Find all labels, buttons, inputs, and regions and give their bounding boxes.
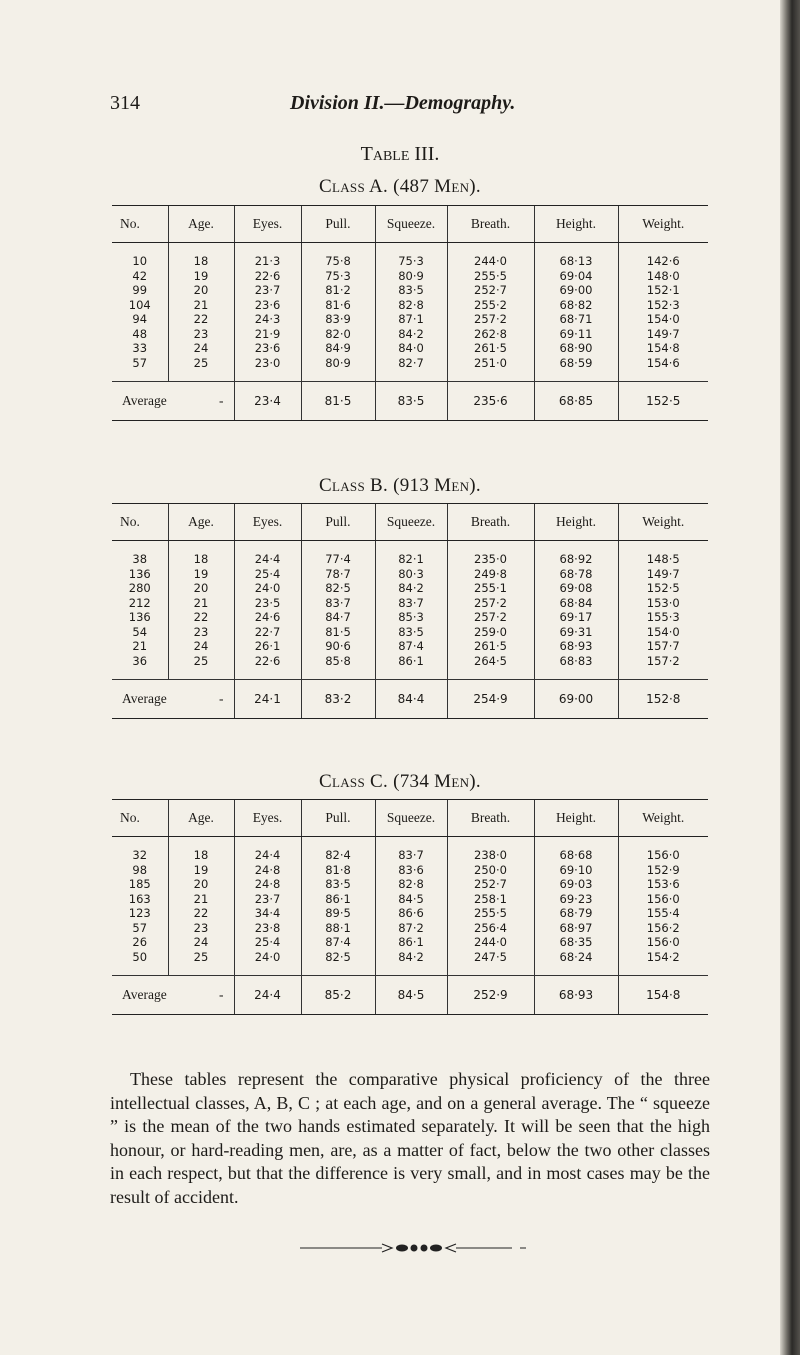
table-cell: 238·0 xyxy=(447,848,534,863)
column-header: Age. xyxy=(168,206,234,243)
average-cell: 84·4 xyxy=(375,680,447,719)
table-cell: 136 xyxy=(128,610,151,625)
table-cell: 22 xyxy=(168,906,234,921)
table-cell: 21·9 xyxy=(234,327,301,342)
table-row xyxy=(112,356,708,371)
table-cell: 83·9 xyxy=(301,312,375,327)
table-cell: 142·6 xyxy=(618,254,708,269)
table-cell: 85·8 xyxy=(301,654,375,669)
column-header: Pull. xyxy=(301,206,375,243)
table-row xyxy=(112,552,708,567)
table-cell: 82·8 xyxy=(375,298,447,313)
table-cell: 87·4 xyxy=(301,935,375,950)
column-header: Squeeze. xyxy=(375,800,447,837)
table-cell: 68·68 xyxy=(534,848,618,863)
table-cell: 68·71 xyxy=(534,312,618,327)
table-cell: 75·3 xyxy=(375,254,447,269)
table-cell: 21 xyxy=(168,892,234,907)
table-cell: 84·2 xyxy=(375,950,447,965)
table-cell: 26·1 xyxy=(234,639,301,654)
table-cell: 154·0 xyxy=(618,312,708,327)
table-cell: 75·3 xyxy=(301,269,375,284)
average-cell: 235·6 xyxy=(447,382,534,421)
column-header: Weight. xyxy=(618,206,708,243)
table-cell: 154·6 xyxy=(618,356,708,371)
average-label: Average xyxy=(122,393,167,408)
table-cell: 84·9 xyxy=(301,341,375,356)
table-cell: 22·6 xyxy=(234,269,301,284)
table-cell: 99 xyxy=(132,283,148,298)
table-cell: 257·2 xyxy=(447,610,534,625)
class-title: Class C. (734 Men). xyxy=(319,771,481,792)
table-cell: 251·0 xyxy=(447,356,534,371)
table-title: Table III. xyxy=(360,143,440,165)
table-cell: 69·03 xyxy=(534,877,618,892)
table-cell: 68·35 xyxy=(534,935,618,950)
table-cell: 155·3 xyxy=(618,610,708,625)
table-cell: 86·6 xyxy=(375,906,447,921)
column-header: No. xyxy=(112,206,168,243)
table-cell: 68·92 xyxy=(534,552,618,567)
table-cell: 33 xyxy=(132,341,148,356)
table-cell: 19 xyxy=(168,863,234,878)
table-cell: 23·5 xyxy=(234,596,301,611)
table-cell: 57 xyxy=(132,920,148,935)
table-cell: 80·3 xyxy=(375,567,447,582)
table-cell: 54 xyxy=(132,624,148,639)
table-cell: 32 xyxy=(132,848,148,863)
table-cell: 258·1 xyxy=(447,892,534,907)
table-cell: 83·7 xyxy=(375,596,447,611)
table-cell: 22 xyxy=(168,312,234,327)
table-cell: 157·2 xyxy=(618,654,708,669)
table-cell: 34·4 xyxy=(234,906,301,921)
column-header: Height. xyxy=(534,206,618,243)
table-cell: 136 xyxy=(128,566,151,581)
column-header: Squeeze. xyxy=(375,504,447,541)
table-cell: 80·9 xyxy=(301,356,375,371)
table-cell: 10 xyxy=(132,254,148,269)
table-cell: 20 xyxy=(168,283,234,298)
table-cell: 69·08 xyxy=(534,581,618,596)
table-row xyxy=(112,950,708,965)
table-cell: 83·7 xyxy=(301,596,375,611)
table-row xyxy=(112,625,708,640)
column-header: Pull. xyxy=(301,800,375,837)
table-cell: 152·5 xyxy=(618,581,708,596)
table-cell: 85·3 xyxy=(375,610,447,625)
average-cell: 24·1 xyxy=(234,680,301,719)
table-cell: 82·5 xyxy=(301,581,375,596)
table-cell: 86·1 xyxy=(375,935,447,950)
table-cell: 89·5 xyxy=(301,906,375,921)
table-cell: 250·0 xyxy=(447,863,534,878)
average-label: Average xyxy=(122,987,167,1002)
table-row xyxy=(112,863,708,878)
table-cell: 24·8 xyxy=(234,863,301,878)
page-number: 314 xyxy=(110,92,140,114)
table-cell: 235·0 xyxy=(447,552,534,567)
table-cell: 154·0 xyxy=(618,625,708,640)
class-table xyxy=(112,799,708,1015)
table-cell: 69·17 xyxy=(534,610,618,625)
table-cell: 185 xyxy=(128,877,151,892)
table-cell: 98 xyxy=(132,862,148,877)
column-header: Eyes. xyxy=(234,800,301,837)
column-header: Squeeze. xyxy=(375,206,447,243)
table-cell: 68·90 xyxy=(534,341,618,356)
table-cell: 88·1 xyxy=(301,921,375,936)
column-header: Breath. xyxy=(447,504,534,541)
table-row xyxy=(112,596,708,611)
average-cell: 24·4 xyxy=(234,976,301,1015)
column-header: Height. xyxy=(534,504,618,541)
table-cell: 157·7 xyxy=(618,639,708,654)
table-cell: 23·0 xyxy=(234,356,301,371)
table-cell: 68·84 xyxy=(534,596,618,611)
column-header: Height. xyxy=(534,800,618,837)
table-row xyxy=(112,581,708,596)
table-cell: 81·6 xyxy=(301,298,375,313)
table-cell: 57 xyxy=(132,355,148,370)
table-cell: 154·2 xyxy=(618,950,708,965)
table-cell: 261·5 xyxy=(447,341,534,356)
average-cell: 154·8 xyxy=(618,976,708,1015)
table-cell: 22·6 xyxy=(234,654,301,669)
table-cell: 23 xyxy=(168,327,234,342)
average-row xyxy=(112,976,708,1015)
table-cell: 83·7 xyxy=(375,848,447,863)
table-cell: 255·1 xyxy=(447,581,534,596)
table-cell: 82·7 xyxy=(375,356,447,371)
table-cell: 20 xyxy=(168,581,234,596)
table-cell: 152·3 xyxy=(618,298,708,313)
table-cell: 24·0 xyxy=(234,950,301,965)
table-cell: 82·4 xyxy=(301,848,375,863)
page-edge-shadow xyxy=(780,0,800,1355)
column-header: Age. xyxy=(168,504,234,541)
table-cell: 24·3 xyxy=(234,312,301,327)
table-row xyxy=(112,639,708,654)
column-header: No. xyxy=(112,800,168,837)
table-cell: 82·5 xyxy=(301,950,375,965)
table-cell: 24·0 xyxy=(234,581,301,596)
table-cell: 69·23 xyxy=(534,892,618,907)
table-row xyxy=(112,610,708,625)
table-cell: 82·8 xyxy=(375,877,447,892)
table-row xyxy=(112,298,708,313)
table-cell: 244·0 xyxy=(447,254,534,269)
printers-ornament-icon xyxy=(300,1240,540,1256)
table-cell: 25·4 xyxy=(234,935,301,950)
table-cell: 18 xyxy=(168,552,234,567)
column-header: No. xyxy=(112,504,168,541)
class-title: Class A. (487 Men). xyxy=(319,176,481,197)
table-cell: 153·6 xyxy=(618,877,708,892)
table-cell: 87·4 xyxy=(375,639,447,654)
table-cell: 148·0 xyxy=(618,269,708,284)
table-cell: 83·6 xyxy=(375,863,447,878)
table-cell: 262·8 xyxy=(447,327,534,342)
table-cell: 212 xyxy=(128,595,151,610)
average-cell: 152·8 xyxy=(618,680,708,719)
table-cell: 84·2 xyxy=(375,581,447,596)
average-cell: 252·9 xyxy=(447,976,534,1015)
table-cell: 69·11 xyxy=(534,327,618,342)
table-cell: 84·5 xyxy=(375,892,447,907)
table-cell: 84·2 xyxy=(375,327,447,342)
average-cell: 85·2 xyxy=(301,976,375,1015)
table-row xyxy=(112,654,708,669)
header-row xyxy=(112,206,708,243)
table-cell: 68·97 xyxy=(534,921,618,936)
table-cell: 19 xyxy=(168,567,234,582)
table-cell: 23·6 xyxy=(234,341,301,356)
table-cell: 152·9 xyxy=(618,863,708,878)
table-cell: 24·4 xyxy=(234,848,301,863)
table-cell: 81·8 xyxy=(301,863,375,878)
table-cell: 81·2 xyxy=(301,283,375,298)
body-paragraph: These tables represent the comparative physical proficiency of the three intellectual classes, A, B, C ; at each age, and on a general average. The “ squeeze ” is the mean of the two hands estimated separately. It will be seen that the high honour, or hard-reading men, are, as a matter of fact, below the two other classes in each respect, but that the difference is very small, and in most cases may be the result of accident. xyxy=(110,1069,710,1207)
table-cell: 75·8 xyxy=(301,254,375,269)
table-cell: 21·3 xyxy=(234,254,301,269)
average-cell: 23·4 xyxy=(234,382,301,421)
table-cell: 257·2 xyxy=(447,312,534,327)
table-row xyxy=(112,312,708,327)
table-cell: 83·5 xyxy=(301,877,375,892)
table-cell: 23·8 xyxy=(234,921,301,936)
table-cell: 18 xyxy=(168,254,234,269)
average-cell: 152·5 xyxy=(618,382,708,421)
table-cell: 149·7 xyxy=(618,327,708,342)
table-cell: 26 xyxy=(132,935,148,950)
table-cell: 81·5 xyxy=(301,625,375,640)
table-cell: 23 xyxy=(168,921,234,936)
table-cell: 68·93 xyxy=(534,639,618,654)
table-row xyxy=(112,921,708,936)
table-cell: 68·82 xyxy=(534,298,618,313)
table-cell: 24·8 xyxy=(234,877,301,892)
table-cell: 19 xyxy=(168,269,234,284)
average-cell: 84·5 xyxy=(375,976,447,1015)
average-cell: 68·93 xyxy=(534,976,618,1015)
table-cell: 153·0 xyxy=(618,596,708,611)
table-cell: 23·6 xyxy=(234,298,301,313)
table-cell: 163 xyxy=(128,891,151,906)
table-cell: 261·5 xyxy=(447,639,534,654)
table-row xyxy=(112,269,708,284)
table-cell: 69·00 xyxy=(534,283,618,298)
table-cell: 23·7 xyxy=(234,283,301,298)
column-header: Breath. xyxy=(447,206,534,243)
table-cell: 78·7 xyxy=(301,567,375,582)
table-cell: 24 xyxy=(168,935,234,950)
table-cell: 252·7 xyxy=(447,283,534,298)
average-cell: 69·00 xyxy=(534,680,618,719)
table-row xyxy=(112,254,708,269)
table-cell: 68·79 xyxy=(534,906,618,921)
table-cell: 148·5 xyxy=(618,552,708,567)
table-cell: 259·0 xyxy=(447,625,534,640)
table-cell: 18 xyxy=(168,848,234,863)
table-cell: 156·2 xyxy=(618,921,708,936)
table-cell: 86·1 xyxy=(375,654,447,669)
table-row xyxy=(112,848,708,863)
average-row xyxy=(112,680,708,719)
table-cell: 25 xyxy=(168,356,234,371)
average-label: Average xyxy=(122,691,167,706)
average-cell: 254·9 xyxy=(447,680,534,719)
table-row xyxy=(112,567,708,582)
column-header: Weight. xyxy=(618,800,708,837)
table-cell: 69·31 xyxy=(534,625,618,640)
average-cell: 83·5 xyxy=(375,382,447,421)
table-cell: 156·0 xyxy=(618,848,708,863)
table-row xyxy=(112,283,708,298)
table-cell: 42 xyxy=(132,268,148,283)
table-cell: 48 xyxy=(132,326,148,341)
table-row xyxy=(112,935,708,950)
table-cell: 68·13 xyxy=(534,254,618,269)
table-cell: 20 xyxy=(168,877,234,892)
column-header: Eyes. xyxy=(234,206,301,243)
column-header: Age. xyxy=(168,800,234,837)
class-table xyxy=(112,205,708,421)
table-row xyxy=(112,341,708,356)
table-cell: 256·4 xyxy=(447,921,534,936)
table-cell: 123 xyxy=(128,906,151,921)
table-cell: 21 xyxy=(132,639,148,654)
table-cell: 80·9 xyxy=(375,269,447,284)
table-cell: 25 xyxy=(168,950,234,965)
table-cell: 68·83 xyxy=(534,654,618,669)
table-cell: 152·1 xyxy=(618,283,708,298)
table-cell: 24·6 xyxy=(234,610,301,625)
average-cell: 81·5 xyxy=(301,382,375,421)
table-cell: 280 xyxy=(128,581,151,596)
table-cell: 84·0 xyxy=(375,341,447,356)
average-dash: - xyxy=(219,987,224,1002)
average-dash: - xyxy=(219,691,224,706)
average-dash: - xyxy=(219,393,224,408)
table-cell: 86·1 xyxy=(301,892,375,907)
table-cell: 77·4 xyxy=(301,552,375,567)
table-cell: 255·5 xyxy=(447,906,534,921)
table-cell: 156·0 xyxy=(618,935,708,950)
table-cell: 22·7 xyxy=(234,625,301,640)
table-cell: 255·2 xyxy=(447,298,534,313)
table-cell: 244·0 xyxy=(447,935,534,950)
table-cell: 69·10 xyxy=(534,863,618,878)
table-row xyxy=(112,892,708,907)
running-title: Division II.—Demography. xyxy=(290,92,516,114)
table-cell: 21 xyxy=(168,298,234,313)
table-cell: 247·5 xyxy=(447,950,534,965)
table-cell: 82·0 xyxy=(301,327,375,342)
table-cell: 25 xyxy=(168,654,234,669)
table-cell: 154·8 xyxy=(618,341,708,356)
table-cell: 68·59 xyxy=(534,356,618,371)
table-cell: 36 xyxy=(132,653,148,668)
header-row xyxy=(112,504,708,541)
table-cell: 83·5 xyxy=(375,625,447,640)
table-cell: 264·5 xyxy=(447,654,534,669)
header-row xyxy=(112,800,708,837)
table-cell: 69·04 xyxy=(534,269,618,284)
table-cell: 149·7 xyxy=(618,567,708,582)
table-cell: 252·7 xyxy=(447,877,534,892)
table-cell: 87·1 xyxy=(375,312,447,327)
average-cell: 68·85 xyxy=(534,382,618,421)
column-header: Breath. xyxy=(447,800,534,837)
table-cell: 24 xyxy=(168,341,234,356)
table-cell: 68·78 xyxy=(534,567,618,582)
table-cell: 23·7 xyxy=(234,892,301,907)
table-cell: 257·2 xyxy=(447,596,534,611)
table-cell: 68·24 xyxy=(534,950,618,965)
table-cell: 50 xyxy=(132,949,148,964)
table-cell: 155·4 xyxy=(618,906,708,921)
table-cell: 23 xyxy=(168,625,234,640)
table-cell: 84·7 xyxy=(301,610,375,625)
page-header xyxy=(110,92,710,122)
table-cell: 24 xyxy=(168,639,234,654)
table-row xyxy=(112,877,708,892)
table-cell: 87·2 xyxy=(375,921,447,936)
table-cell: 82·1 xyxy=(375,552,447,567)
table-cell: 38 xyxy=(132,552,148,567)
table-cell: 255·5 xyxy=(447,269,534,284)
column-header: Pull. xyxy=(301,504,375,541)
table-cell: 25·4 xyxy=(234,567,301,582)
table-cell: 156·0 xyxy=(618,892,708,907)
table-cell: 90·6 xyxy=(301,639,375,654)
table-row xyxy=(112,906,708,921)
table-cell: 24·4 xyxy=(234,552,301,567)
average-row xyxy=(112,382,708,421)
column-header: Eyes. xyxy=(234,504,301,541)
table-cell: 249·8 xyxy=(447,567,534,582)
average-cell: 83·2 xyxy=(301,680,375,719)
table-cell: 83·5 xyxy=(375,283,447,298)
column-header: Weight. xyxy=(618,504,708,541)
table-cell: 22 xyxy=(168,610,234,625)
table-cell: 21 xyxy=(168,596,234,611)
table-cell: 94 xyxy=(132,312,148,327)
class-title: Class B. (913 Men). xyxy=(319,475,481,496)
class-table xyxy=(112,503,708,719)
table-row xyxy=(112,327,708,342)
table-cell: 104 xyxy=(128,297,151,312)
